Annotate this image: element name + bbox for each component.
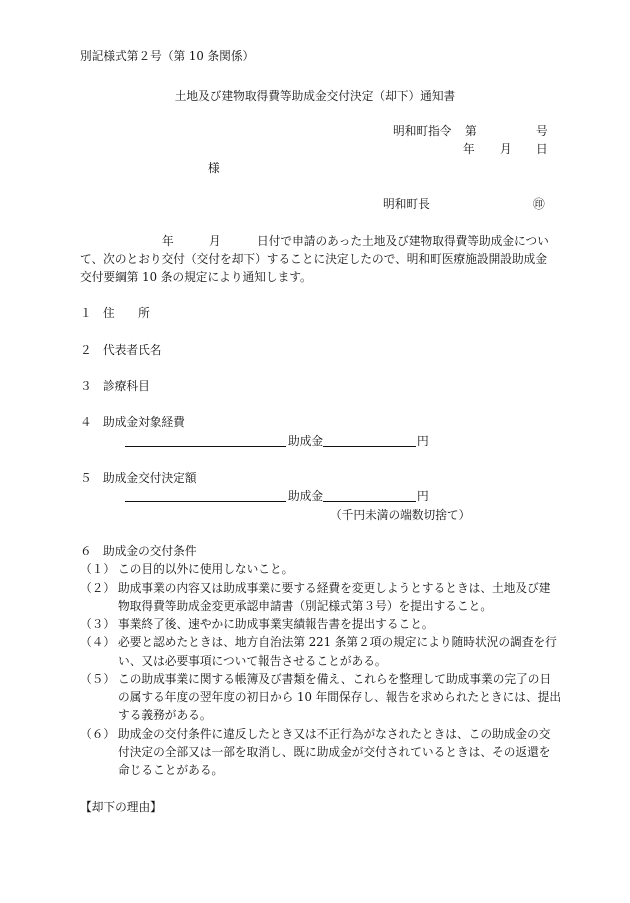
item-label-departments: 診療科目 — [103, 379, 150, 393]
condition-number: （２） — [80, 581, 116, 595]
condition-line: の属する年度の翌年度の初日から 10 年間保存し、報告を求められたときには、提出 — [118, 690, 562, 704]
condition-line: する義務がある。 — [118, 708, 212, 722]
form-reference: 別記様式第２号（第 10 条関係） — [80, 49, 255, 63]
date-year: 年 — [463, 142, 475, 156]
item-number: ２ — [80, 343, 92, 357]
eligible-cost-blank — [125, 446, 286, 447]
item-number: １ — [80, 306, 92, 320]
condition-line: 必要と認めたときは、地方自治法第 221 条第２項の規定により随時状況の調査を行 — [118, 635, 557, 649]
condition-line: 命じることがある。 — [118, 763, 224, 777]
condition-line: 助成金の交付条件に違反したとき又は不正行為がなされたときは、この助成金の交 — [118, 727, 551, 741]
item-number: ５ — [80, 471, 92, 485]
date-day: 日 — [536, 142, 548, 156]
order-dai: 第 — [465, 124, 477, 138]
body-year: 年 — [162, 234, 174, 248]
condition-number: （４） — [80, 635, 116, 649]
condition-line: い、又は必要事項について報告させることがある。 — [118, 654, 387, 668]
condition-line: 助成事業の内容又は助成事業に要する経費を変更しようとするときは、土地及び建 — [118, 581, 551, 595]
condition-number: （６） — [80, 727, 116, 741]
item-label-eligible-cost: 助成金対象経費 — [103, 415, 185, 429]
eligible-cost-mid-label: 助成金 — [288, 434, 324, 448]
eligible-cost-unit: 円 — [417, 434, 429, 448]
item-label-representative: 代表者氏名 — [103, 343, 162, 357]
addressee-suffix: 様 — [208, 161, 220, 175]
item-label-decided-amount: 助成金交付決定額 — [103, 471, 197, 485]
body-line-3: 交付要綱第 10 条の規定により通知します。 — [80, 270, 312, 284]
item-number: ６ — [80, 544, 92, 558]
decided-amount-unit: 円 — [417, 489, 429, 503]
condition-line: この助成事業に関する帳簿及び書類を備え、これらを整理して助成事業の完了の日 — [118, 672, 552, 686]
date-month: 月 — [500, 142, 512, 156]
decided-amount-mid-label: 助成金 — [288, 489, 324, 503]
rounding-note: （千円未満の端数切捨て） — [330, 508, 471, 522]
condition-line: 物取得費等助成金変更承認申請書（別記様式第３号）を提出すること。 — [118, 599, 493, 613]
condition-line: 付決定の全部又は一部を取消し、既に助成金が交付されているときは、その返還を — [118, 745, 551, 759]
sender-name: 明和町長 — [383, 197, 430, 211]
condition-line: 事業終了後、速やかに助成事業実績報告書を提出すること。 — [118, 617, 434, 631]
condition-number: （１） — [80, 562, 116, 576]
item-number: ４ — [80, 415, 92, 429]
item-number: ３ — [80, 379, 92, 393]
condition-number: （５） — [80, 672, 116, 686]
item-label-address: 住 所 — [103, 306, 150, 320]
eligible-cost-grant-blank — [323, 446, 416, 447]
body-line-1: 日付で申請のあった土地及び建物取得費等助成金につい — [257, 234, 549, 248]
item-label-conditions: 助成金の交付条件 — [103, 544, 197, 558]
order-go: 号 — [536, 124, 548, 138]
body-month: 月 — [209, 234, 221, 248]
decided-amount-grant-blank — [323, 501, 416, 502]
condition-number: （３） — [80, 617, 116, 631]
order-prefix: 明和町指令 — [393, 124, 452, 138]
condition-line: この目的以外に使用しないこと。 — [118, 562, 294, 576]
body-line-2: て、次のとおり交付（交付を却下）することに決定したので、明和町医療施設開設助成金 — [80, 252, 548, 266]
rejection-reason-heading: 【却下の理由】 — [80, 800, 162, 814]
document-title: 土地及び建物取得費等助成金交付決定（却下）通知書 — [174, 89, 456, 103]
decided-amount-blank — [125, 501, 286, 502]
seal-mark: ㊞ — [533, 197, 545, 211]
